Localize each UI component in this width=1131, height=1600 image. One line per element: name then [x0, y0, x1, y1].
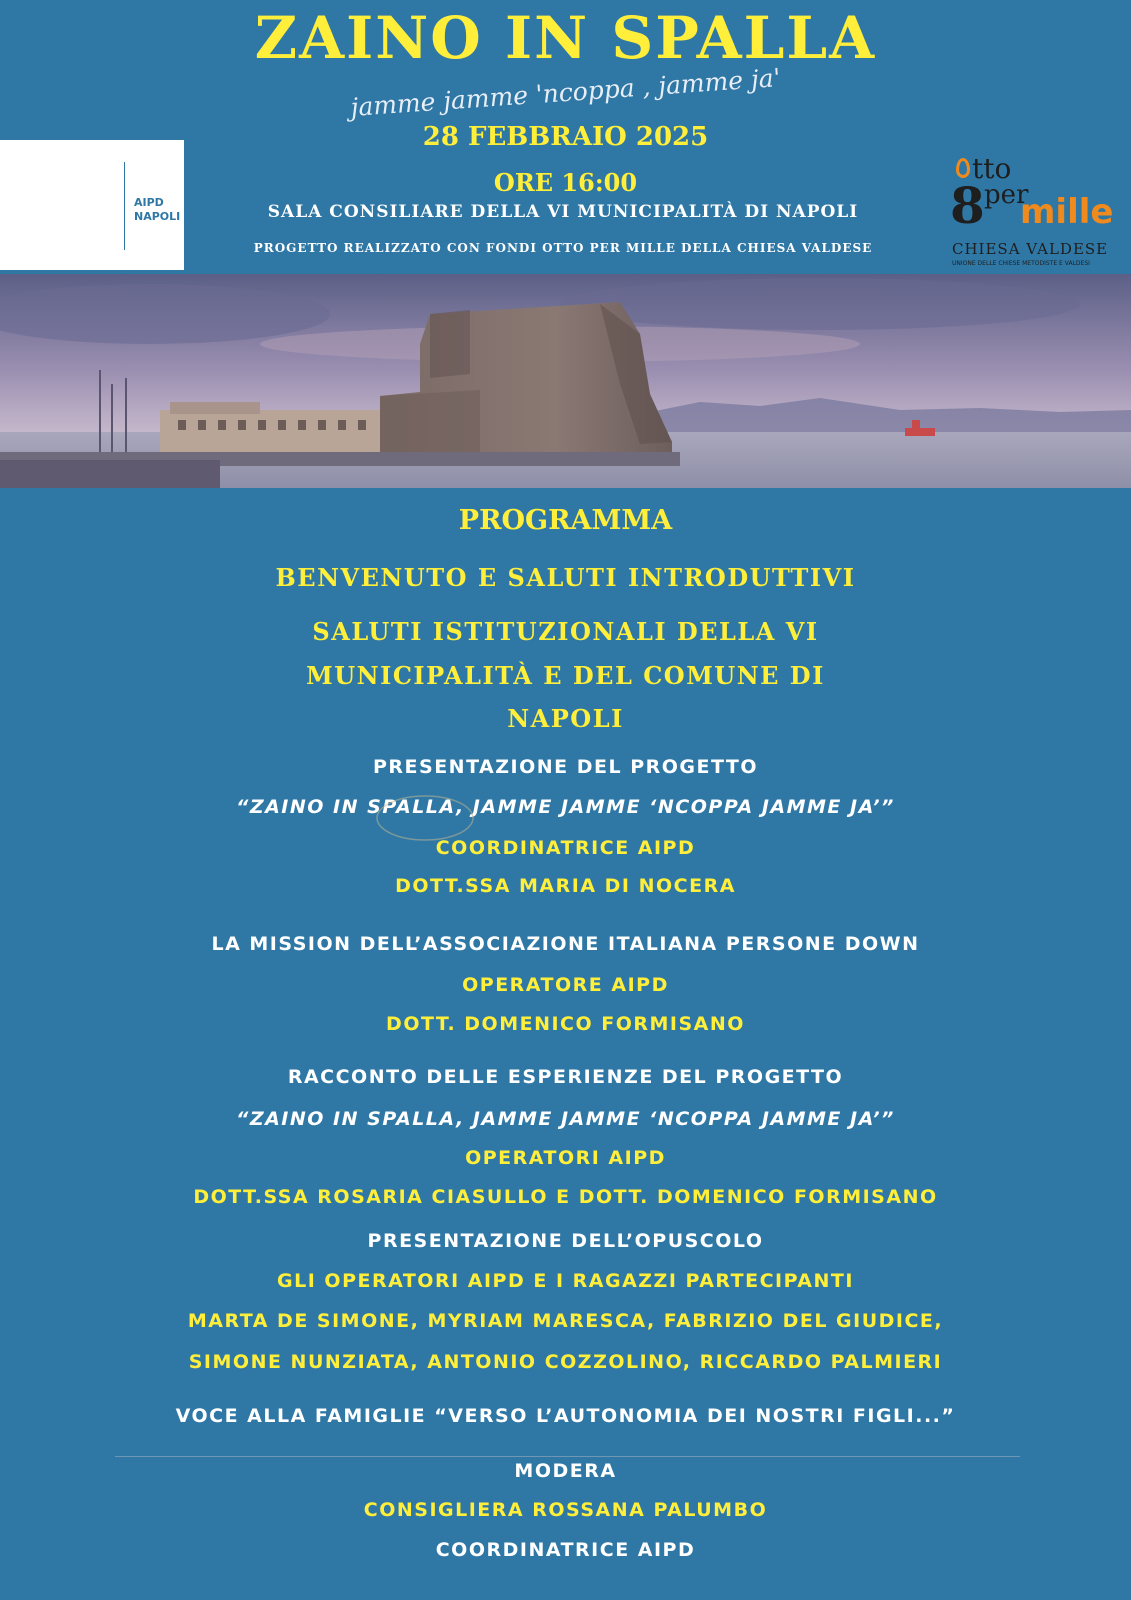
program-project-quote-2: “ZAINO IN SPALLA, JAMME JAMME ‘NCOPPA JAMME JA’”	[236, 1108, 895, 1130]
program-mission: LA MISSION DELL’ASSOCIAZIONE ITALIANA PERSONE DOWN	[211, 933, 920, 955]
program-operators-names: DOTT.SSA ROSARIA CIASULLO E DOTT. DOMENICO FORMISANO	[193, 1186, 938, 1208]
event-time: ORE 16:00	[493, 168, 638, 197]
poster-title: ZAINO IN SPALLA	[254, 4, 877, 72]
aipd-line-4: DOWN	[14, 218, 69, 236]
program-institutional-2: MUNICIPALITÀ E DEL COMUNE DI	[306, 661, 825, 690]
program-institutional-1: SALUTI ISTITUZIONALI DELLA VI	[312, 617, 819, 646]
program-project-quote-1: “ZAINO IN SPALLA, JAMME JAMME ‘NCOPPA JAMME JA’”	[236, 796, 895, 818]
funding-note: PROGETTO REALIZZATO CON FONDI OTTO PER MILLE DELLA CHIESA VALDESE	[253, 241, 873, 255]
program-participants-1: MARTA DE SIMONE, MYRIAM MARESCA, FABRIZIO DEL GIUDICE,	[187, 1310, 944, 1332]
program-families: VOCE ALLA FAMIGLIE “VERSO L’AUTONOMIA DEI NOSTRI FIGLI...”	[175, 1405, 956, 1427]
program-coordinator-name: DOTT.SSA MARIA DI NOCERA	[395, 875, 736, 897]
program-presentation: PRESENTAZIONE DEL PROGETTO	[372, 756, 759, 778]
aipd-line-1: ASSOCIAZIONE	[14, 182, 107, 195]
moderator-divider	[115, 1456, 1020, 1457]
aipd-d-mark-icon	[6, 15, 106, 115]
otto-per: per	[984, 180, 1029, 210]
castle-photo	[0, 274, 1131, 488]
otto-word: tto	[972, 152, 1012, 185]
otto-eight: 8	[950, 176, 985, 235]
aipd-city-line-1: AIPD	[134, 196, 164, 209]
program-moderator-label: MODERA	[514, 1460, 617, 1482]
event-date: 28 FEBBRAIO 2025	[422, 122, 709, 152]
program-participants-2: SIMONE NUNZIATA, ANTONIO COZZOLINO, RICCARDO PALMIERI	[188, 1351, 943, 1373]
aipd-aps-label: APS-ETS	[22, 172, 43, 178]
poster-tagline: jamme jamme 'ncoppa , jamme ja'	[349, 63, 782, 122]
aipd-logo-divider	[124, 162, 125, 250]
otto-chiesa-valdese: CHIESA VALDESE	[952, 240, 1109, 258]
otto-mille: mille	[1020, 192, 1114, 232]
program-heading: PROGRAMMA	[458, 505, 673, 536]
program-moderator-role: COORDINATRICE AIPD	[435, 1539, 696, 1561]
otto-flame-icon	[956, 158, 970, 178]
aipd-logo-text	[14, 182, 107, 236]
program-moderator-name: CONSIGLIERA ROSSANA PALUMBO	[363, 1499, 768, 1521]
program-booklet: PRESENTAZIONE DELL’OPUSCOLO	[367, 1230, 764, 1252]
otto-unione: UNIONE DELLE CHIESE METODISTE E VALDESI	[952, 260, 1090, 267]
program-coordinator-role: COORDINATRICE AIPD	[435, 837, 696, 859]
aipd-line-2: ITALIANA	[14, 195, 71, 208]
aipd-line-3: PERSONE	[14, 208, 73, 221]
program-booklet-by: GLI OPERATORI AIPD E I RAGAZZI PARTECIPANTI	[277, 1270, 854, 1292]
aipd-city-line-2: NAPOLI	[134, 210, 181, 223]
program-operator-role: OPERATORE AIPD	[462, 974, 669, 996]
program-welcome: BENVENUTO E SALUTI INTRODUTTIVI	[275, 563, 856, 592]
program-institutional-3: NAPOLI	[507, 704, 624, 733]
program-operator-name: DOTT. DOMENICO FORMISANO	[386, 1013, 745, 1035]
program-stories: RACCONTO DELLE ESPERIENZE DEL PROGETTO	[287, 1066, 844, 1088]
program-operators-role: OPERATORI AIPD	[465, 1147, 666, 1169]
event-venue: SALA CONSILIARE DELLA VI MUNICIPALITÀ DI NAPOLI	[267, 202, 859, 222]
aipd-city-label	[134, 196, 180, 224]
